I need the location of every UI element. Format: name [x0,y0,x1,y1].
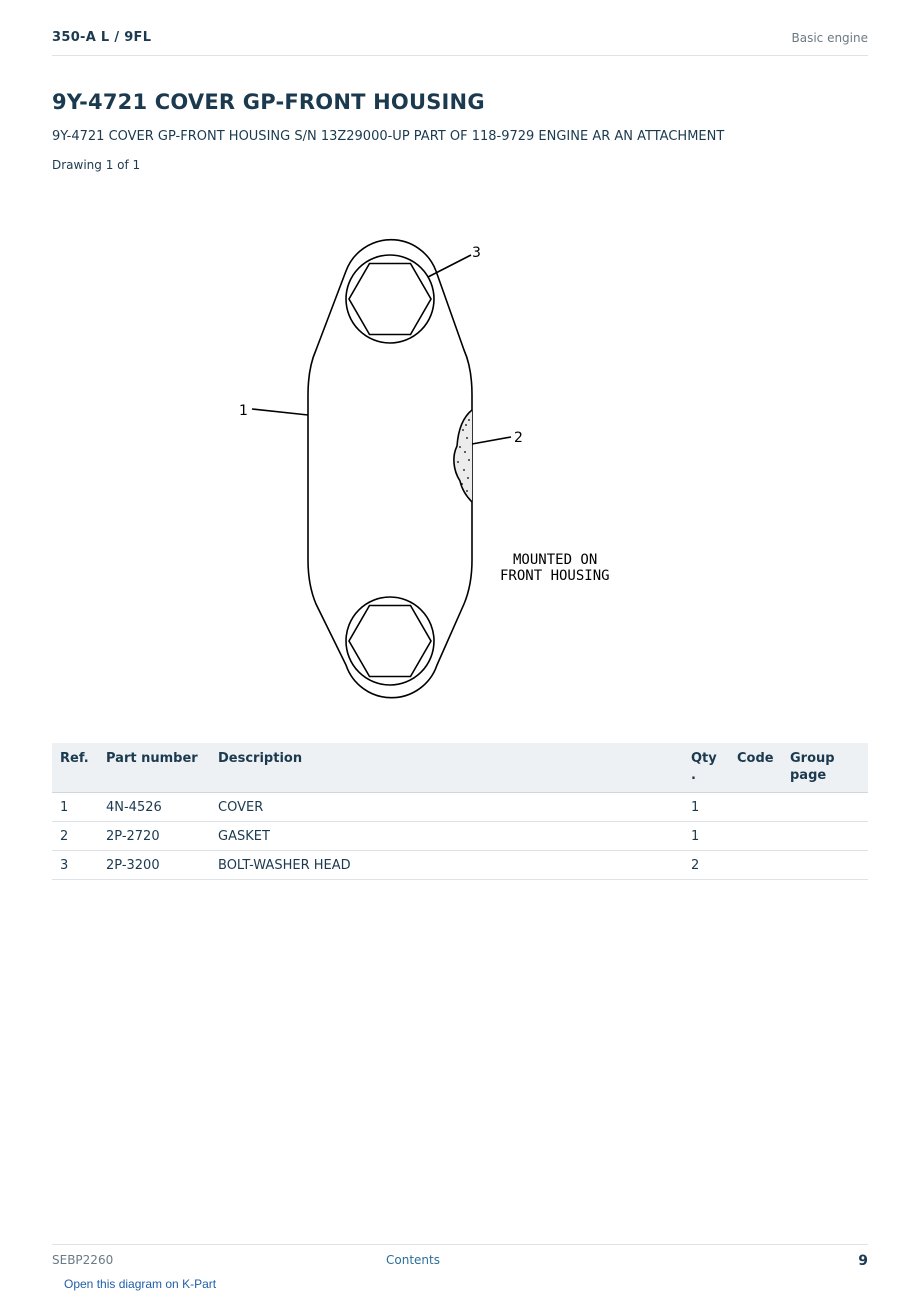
cell-group-page [782,793,868,822]
header-group-page [782,743,868,793]
leader-line-2 [472,437,511,444]
cell-code [729,793,782,822]
header-description: Description [210,743,683,793]
cell-description: COVER [210,793,683,822]
drawing-count: Drawing 1 of 1 [52,158,141,172]
cell-part-number: 2P-2720 [98,822,210,851]
header-ref: Ref. [52,743,98,793]
cell-code [729,851,782,880]
section-name: Basic engine [791,31,868,45]
leader-line-1 [252,409,308,415]
document-code: SEBP2260 [52,1253,114,1267]
cell-code [729,822,782,851]
contents-link[interactable]: Contents [386,1253,440,1267]
open-kpart-link[interactable]: Open this diagram on K-Part [64,1277,217,1291]
bolt-head-bottom [349,606,431,677]
callout-2: 2 [514,430,523,446]
page-subtitle: 9Y-4721 COVER GP-FRONT HOUSING S/N 13Z29000-UP PART OF 118-9729 ENGINE AR AN ATTACHMENT [52,129,725,144]
bolt-washer-top [346,255,434,343]
callout-1: 1 [239,403,248,419]
gasket [454,410,472,502]
cell-group-page [782,822,868,851]
header-group-line1: Group [790,751,835,766]
table-row [52,851,868,880]
callout-3: 3 [472,245,481,261]
footer-divider [52,1244,868,1245]
cell-ref: 3 [52,851,98,880]
cell-part-number: 4N-4526 [98,793,210,822]
page-title: 9Y-4721 COVER GP-FRONT HOUSING [52,90,485,114]
cell-qty: 1 [683,822,729,851]
page-number: 9 [858,1253,868,1269]
cell-qty: 2 [683,851,729,880]
header-qty-line1: Qty [691,751,717,766]
cell-part-number: 2P-3200 [98,851,210,880]
cell-description: GASKET [210,822,683,851]
diagram-note-line1: MOUNTED ON [513,552,598,568]
bolt-washer-bottom [346,597,434,685]
table-header-row [52,743,868,793]
model-breadcrumb: 350-A L / 9FL [52,30,152,45]
header-group-line2: page [790,768,827,783]
table-row [52,793,868,822]
table-row [52,822,868,851]
parts-diagram [220,190,700,710]
cell-group-page [782,851,868,880]
cell-ref: 2 [52,822,98,851]
page-header [52,28,868,56]
diagram-note-line2: FRONT HOUSING [500,568,610,584]
cell-description: BOLT-WASHER HEAD [210,851,683,880]
cover-outline [308,240,472,698]
header-part-number: Part number [98,743,210,793]
bolt-head-top [349,264,431,335]
cell-qty: 1 [683,793,729,822]
header-qty-line2: . [691,768,696,783]
parts-table [52,743,868,880]
cell-ref: 1 [52,793,98,822]
header-qty [683,743,729,793]
header-code: Code [729,743,782,793]
